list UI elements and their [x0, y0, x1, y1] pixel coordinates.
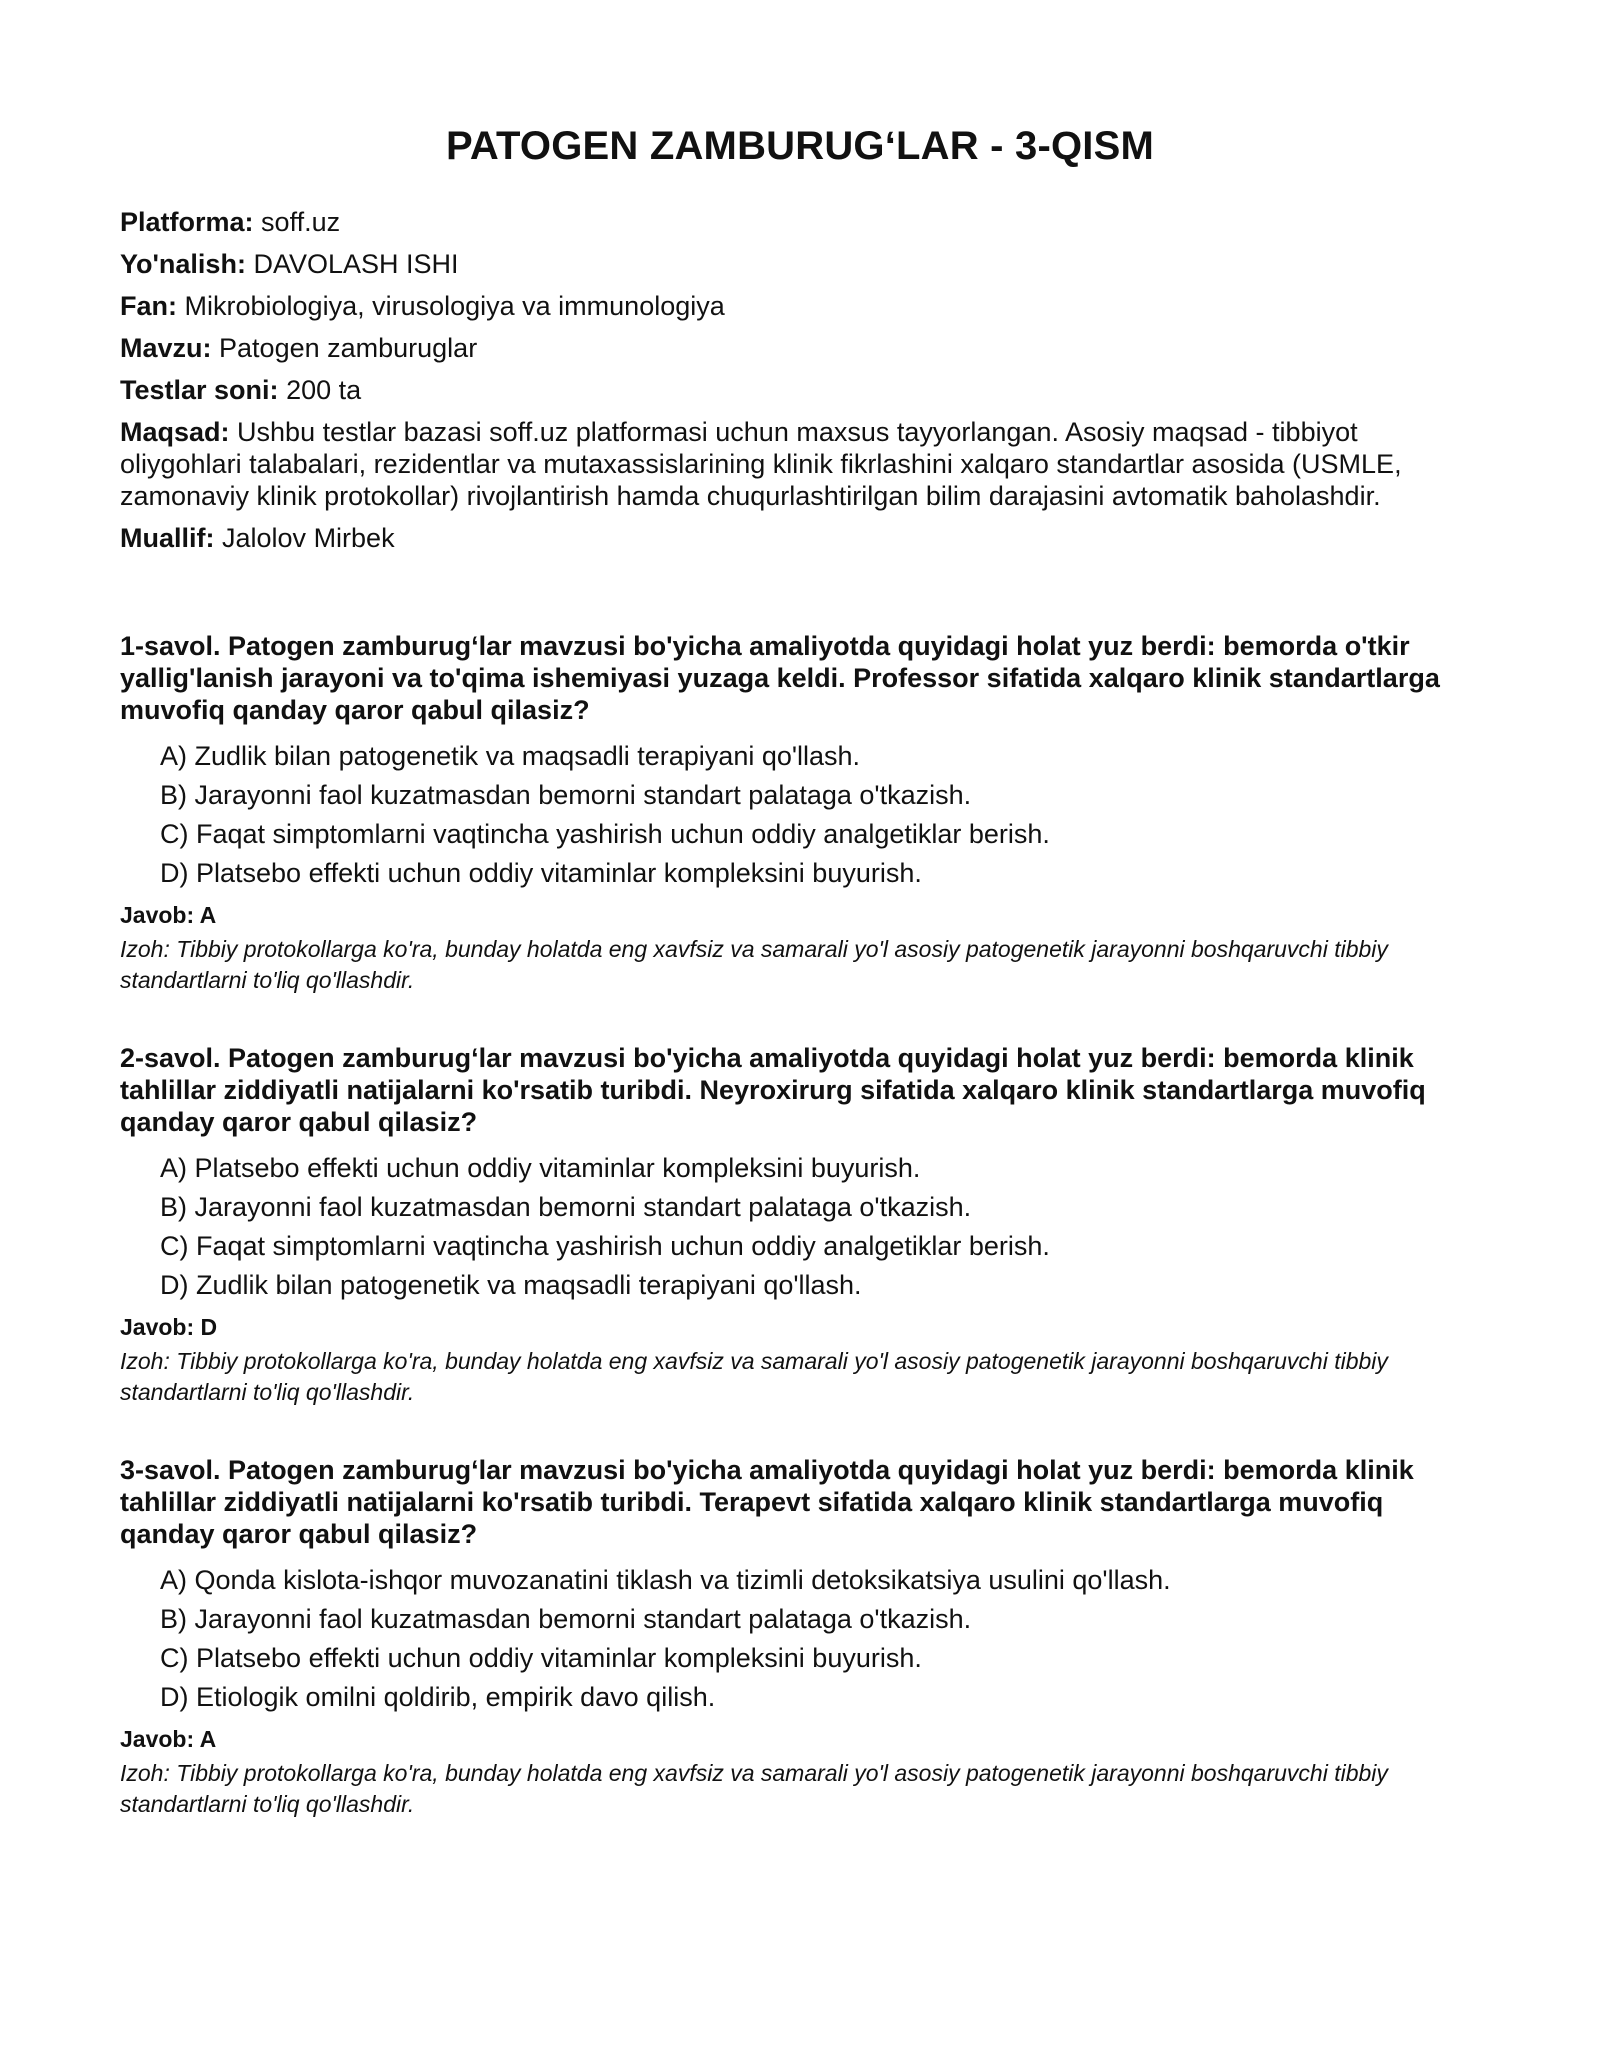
meta-test-count — [120, 374, 1480, 406]
meta-platform-key: Platforma: — [120, 207, 254, 237]
meta-author — [120, 522, 1480, 554]
meta-topic — [120, 332, 1480, 364]
explanation-note: Izoh: Tibbiy protokollarga ko'ra, bunday holatda eng xavfsiz va samarali yo'l asosiy patogenetik jarayonni boshqaruvchi tibbiy standartlarni to'liq qo'llashdir. — [120, 1348, 1388, 1405]
option-list — [160, 1564, 1480, 1714]
meta-purpose — [120, 416, 1480, 512]
option-a: A) Zudlik bilan patogenetik va maqsadli terapiyani qo'llash. — [160, 741, 861, 771]
answer-label: Javob: A — [120, 1726, 217, 1752]
meta-platform — [120, 206, 1480, 238]
meta-subject — [120, 290, 1480, 322]
option-list — [160, 1152, 1480, 1302]
metadata-block — [120, 206, 1480, 554]
option-a: A) Platsebo effekti uchun oddiy vitaminlar kompleksini buyurish. — [160, 1153, 921, 1183]
option-b: B) Jarayonni faol kuzatmasdan bemorni standart palataga o'tkazish. — [160, 1604, 972, 1634]
meta-platform-value: soff.uz — [261, 207, 341, 237]
meta-subject-value: Mikrobiologiya, virusologiya va immunologiya — [184, 291, 725, 321]
answer-label: Javob: A — [120, 902, 217, 928]
option-list — [160, 740, 1480, 890]
meta-test-count-key: Testlar soni: — [120, 375, 279, 405]
meta-direction-value: DAVOLASH ISHI — [253, 249, 459, 279]
question-text: 3-savol. Patogen zamburug‘lar mavzusi bo'yicha amaliyotda quyidagi holat yuz berdi: bemorda klinik tahlillar ziddiyatli natijalarni ko'rsatib turibdi. Terapevt sifatida xalqaro klinik standartlarga muvofiq qanday qaror qabul qilasiz? — [120, 1455, 1414, 1549]
document-page — [120, 120, 1480, 1820]
option-d: D) Zudlik bilan patogenetik va maqsadli terapiyani qo'llash. — [160, 1270, 862, 1300]
option-b: B) Jarayonni faol kuzatmasdan bemorni standart palataga o'tkazish. — [160, 780, 972, 810]
meta-direction — [120, 248, 1480, 280]
question-2 — [120, 1042, 1480, 1408]
option-c: C) Faqat simptomlarni vaqtincha yashirish uchun oddiy analgetiklar berish. — [160, 1231, 1050, 1261]
document-title: PATOGEN ZAMBURUG‘LAR - 3-QISM — [445, 124, 1154, 168]
explanation-note: Izoh: Tibbiy protokollarga ko'ra, bunday holatda eng xavfsiz va samarali yo'l asosiy patogenetik jarayonni boshqaruvchi tibbiy standartlarni to'liq qo'llashdir. — [120, 936, 1388, 993]
question-1 — [120, 630, 1480, 996]
option-a: A) Qonda kislota-ishqor muvozanatini tiklash va tizimli detoksikatsiya usulini qo'llash. — [160, 1565, 1171, 1595]
meta-author-value: Jalolov Mirbek — [222, 523, 395, 553]
meta-subject-key: Fan: — [120, 291, 177, 321]
meta-purpose-value: Ushbu testlar bazasi soff.uz platformasi uchun maxsus tayyorlangan. Asosiy maqsad - tibbiyot oliygohlari talabalari, rezidentlar va mutaxassislarining klinik fikrlashini xalqaro standartlar asosida (USMLE, zamonaviy klinik protokollar) rivojlantirish hamda chuqurlashtirilgan bilim darajasini avtomatik baholashdir. — [120, 417, 1402, 511]
question-text: 1-savol. Patogen zamburug‘lar mavzusi bo'yicha amaliyotda quyidagi holat yuz berdi: bemorda o'tkir yallig'lanish jarayoni va to'qima ishemiyasi yuzaga keldi. Professor sifatida xalqaro klinik standartlarga muvofiq qanday qaror qabul qilasiz? — [120, 631, 1440, 725]
meta-purpose-key: Maqsad: — [120, 417, 230, 447]
meta-topic-value: Patogen zamburuglar — [219, 333, 478, 363]
meta-test-count-value: 200 ta — [286, 375, 362, 405]
option-b: B) Jarayonni faol kuzatmasdan bemorni standart palataga o'tkazish. — [160, 1192, 972, 1222]
meta-direction-key: Yo'nalish: — [120, 249, 246, 279]
explanation-note: Izoh: Tibbiy protokollarga ko'ra, bunday holatda eng xavfsiz va samarali yo'l asosiy patogenetik jarayonni boshqaruvchi tibbiy standartlarni to'liq qo'llashdir. — [120, 1760, 1388, 1817]
question-text: 2-savol. Patogen zamburug‘lar mavzusi bo'yicha amaliyotda quyidagi holat yuz berdi: bemorda klinik tahlillar ziddiyatli natijalarni ko'rsatib turibdi. Neyroxirurg sifatida xalqaro klinik standartlarga muvofiq qanday qaror qabul qilasiz? — [120, 1043, 1426, 1137]
question-3 — [120, 1454, 1480, 1820]
meta-topic-key: Mavzu: — [120, 333, 212, 363]
option-d: D) Etiologik omilni qoldirib, empirik davo qilish. — [160, 1682, 716, 1712]
option-d: D) Platsebo effekti uchun oddiy vitaminlar kompleksini buyurish. — [160, 858, 922, 888]
meta-author-key: Muallif: — [120, 523, 215, 553]
answer-label: Javob: D — [120, 1314, 218, 1340]
option-c: C) Faqat simptomlarni vaqtincha yashirish uchun oddiy analgetiklar berish. — [160, 819, 1050, 849]
option-c: C) Platsebo effekti uchun oddiy vitaminlar kompleksini buyurish. — [160, 1643, 922, 1673]
